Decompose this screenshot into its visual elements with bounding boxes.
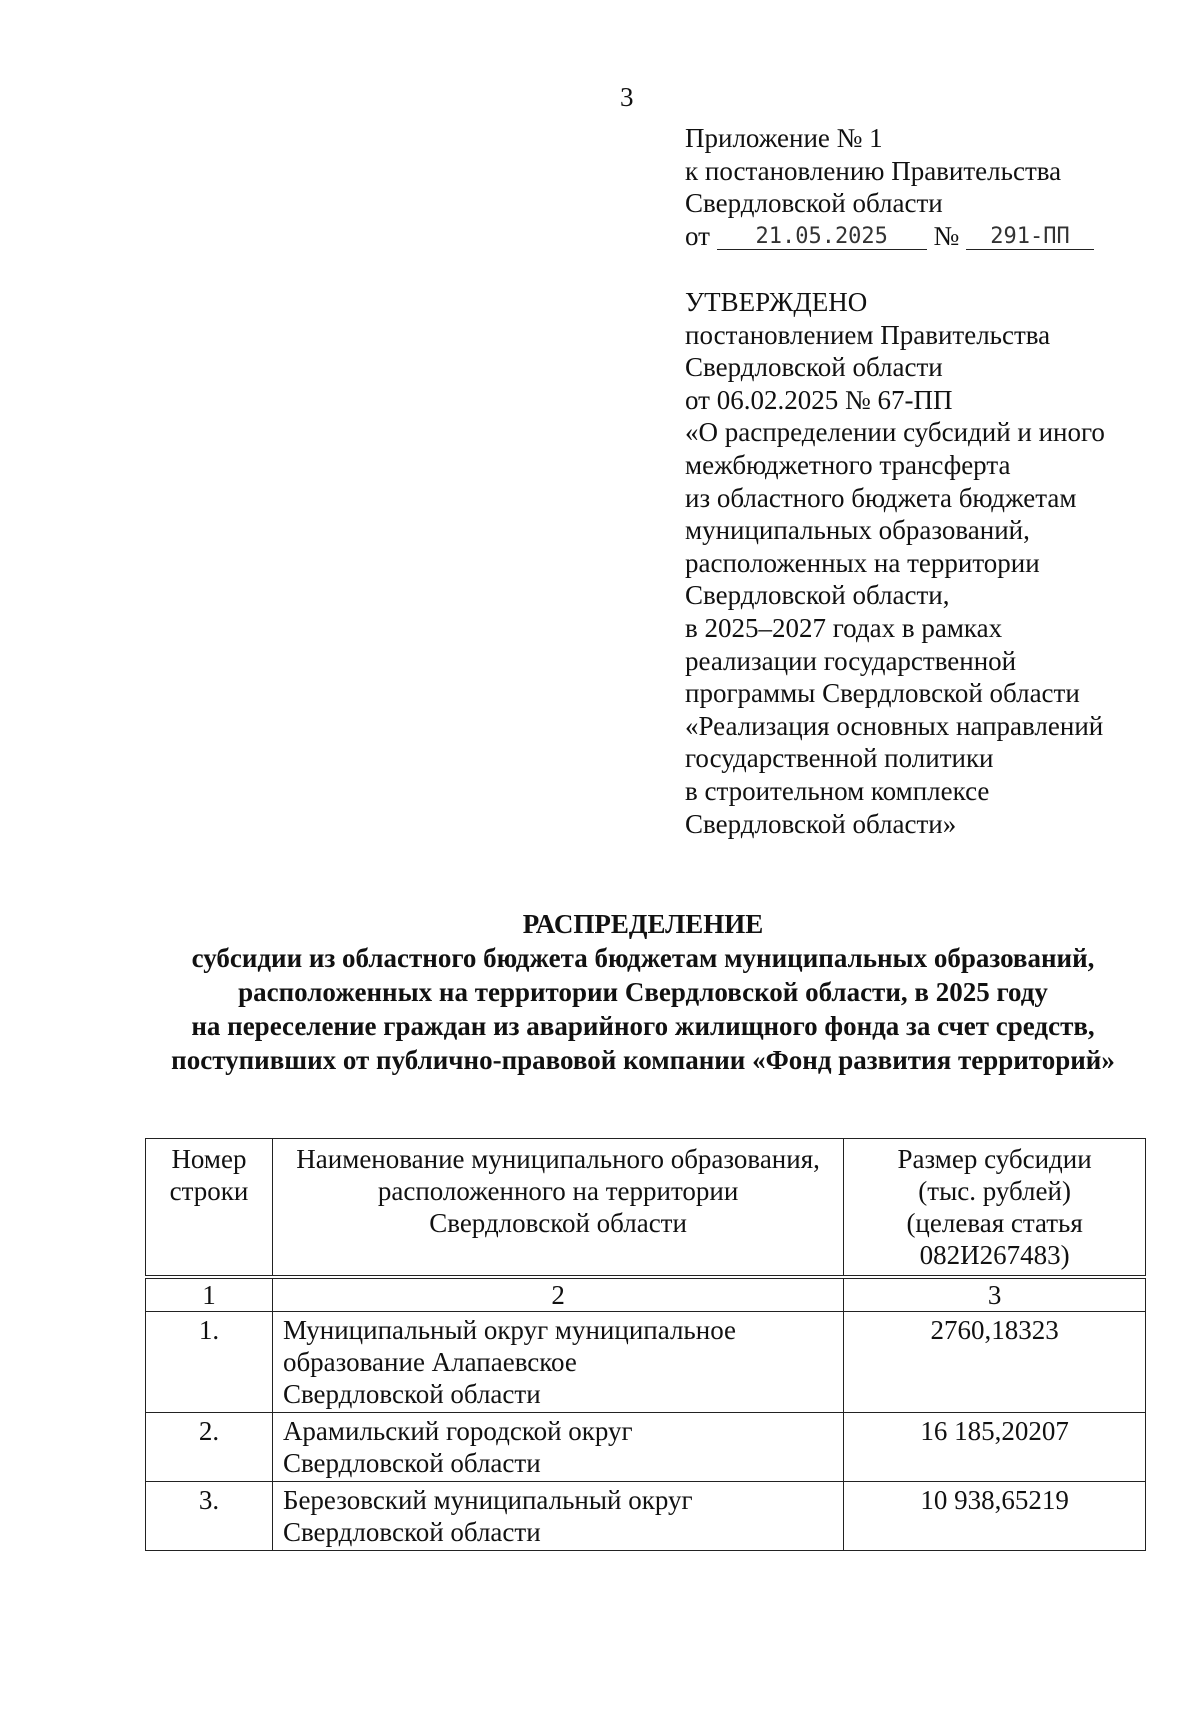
approved-line: в строительном комплексе: [685, 775, 990, 806]
appendix-line: Приложение № 1: [685, 123, 883, 153]
appendix-line: к постановлению Правительства: [685, 155, 1062, 186]
table-row: [146, 1413, 1146, 1482]
table-header-row: [146, 1139, 1146, 1278]
column-number: 2: [272, 1277, 843, 1312]
approved-line: в 2025–2027 годах в рамках: [685, 612, 1003, 643]
number-value: 291-ПП: [966, 225, 1094, 250]
table-row: [146, 1312, 1146, 1413]
heading-line: на переселение граждан из аварийного жилищного фонда за счет средств,: [191, 1011, 1095, 1041]
approved-line: Свердловской области,: [685, 580, 950, 611]
approved-line: УТВЕРЖДЕНО: [685, 287, 868, 317]
column-number: 1: [146, 1277, 273, 1312]
header-subsidy-amount: Размер субсидии (тыс. рублей) (целевая статья 082И267483): [844, 1139, 1146, 1278]
appendix-date-line: [685, 220, 1155, 253]
approved-line: от 06.02.2025 № 67-ПП: [685, 384, 953, 415]
page-number: 3: [620, 82, 634, 112]
approved-line: расположенных на территории: [685, 547, 1040, 578]
approved-line: «О распределении субсидий и иного: [685, 417, 1105, 448]
date-value: 21.05.2025: [717, 225, 927, 250]
heading-line: поступивших от публично-правовой компании «Фонд развития территорий»: [171, 1045, 1115, 1075]
approved-line: реализации государственной: [685, 645, 1017, 676]
approved-line: Свердловской области»: [685, 808, 957, 839]
row-number: 1.: [146, 1312, 273, 1413]
approved-line: Свердловской области: [685, 352, 943, 383]
approved-line: постановлением Правительства: [685, 319, 1051, 350]
municipality-name: Березовский муниципальный округ Свердловской области: [272, 1482, 843, 1551]
subsidy-amount: 16 185,20207: [844, 1413, 1146, 1482]
column-number: 3: [844, 1277, 1146, 1312]
approved-line: муниципальных образований,: [685, 515, 1030, 546]
number-prefix: №: [933, 220, 960, 251]
heading-line: расположенных на территории Свердловской области, в 2025 году: [238, 977, 1048, 1007]
heading-line: субсидии из областного бюджета бюджетам муниципальных образований,: [191, 943, 1095, 973]
row-number: 3.: [146, 1482, 273, 1551]
appendix-line: Свердловской области: [685, 188, 943, 218]
distribution-table: [145, 1138, 1146, 1551]
approved-block: [685, 286, 1165, 840]
subsidy-amount: 10 938,65219: [844, 1482, 1146, 1551]
municipality-name: Арамильский городской округ Свердловской области: [272, 1413, 843, 1482]
document-heading: [60, 907, 1200, 1077]
municipality-name: Муниципальный округ муниципальное образование Алапаевское Свердловской области: [272, 1312, 843, 1413]
appendix-block: [685, 122, 1155, 252]
table-row: [146, 1482, 1146, 1551]
header-municipality-name: Наименование муниципального образования, расположенного на территории Свердловской области: [272, 1139, 843, 1278]
heading-title: РАСПРЕДЕЛЕНИЕ: [522, 909, 764, 939]
header-row-number: Номер строки: [146, 1139, 273, 1278]
approved-line: «Реализация основных направлений: [685, 710, 1104, 741]
column-number-row: [146, 1277, 1146, 1312]
approved-line: из областного бюджета бюджетам: [685, 482, 1077, 513]
row-number: 2.: [146, 1413, 273, 1482]
subsidy-amount: 2760,18323: [844, 1312, 1146, 1413]
approved-line: межбюджетного трансферта: [685, 449, 1011, 480]
approved-line: программы Свердловской области: [685, 678, 1080, 709]
approved-line: государственной политики: [685, 743, 994, 774]
date-prefix: от: [685, 220, 710, 251]
